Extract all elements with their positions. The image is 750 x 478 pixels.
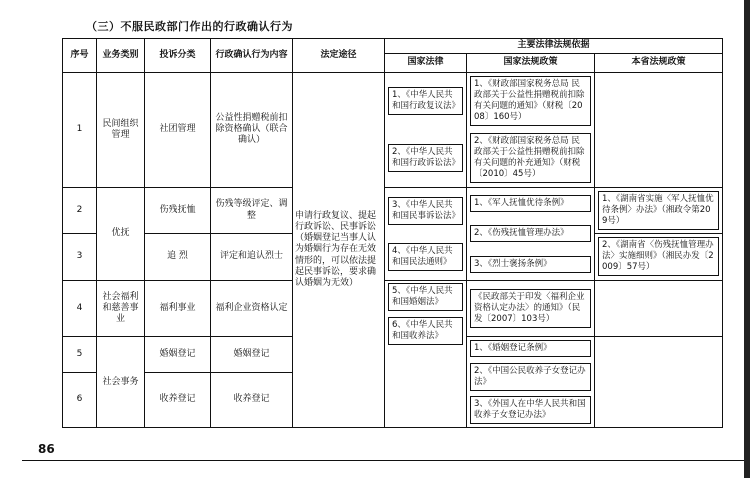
reg-item: 3、《外国人在中华人民共和国收养子女登记办法》 (470, 396, 591, 424)
header-basis: 主要法律法规依据 (385, 39, 723, 54)
reg-item: 3、《烈士褒扬条例》 (470, 256, 591, 273)
seq-cell: 5 (63, 337, 97, 373)
reg-item: 《民政部关于印发〈福利企业资格认定办法〉的通知》（民发〔2007〕103号） (470, 289, 591, 328)
reg-item: 1、《军人抚恤优待条例》 (470, 195, 591, 212)
reg-item: 2、《伤残抚恤管理办法》 (470, 225, 591, 242)
category-cell: 优抚 (97, 187, 145, 280)
complaint-cell: 婚姻登记 (145, 337, 211, 373)
law-item: 1、《中华人民共和国行政复议法》 (388, 87, 463, 115)
law-item: 6、《中华人民共和国收养法》 (388, 317, 463, 345)
header-content: 行政确认行为内容 (211, 39, 293, 73)
scan-edge (744, 0, 750, 478)
complaint-cell: 社团管理 (145, 72, 211, 187)
category-cell: 社会事务 (97, 337, 145, 428)
page-title: （三）不服民政部门作出的行政确认行为 (86, 20, 293, 33)
category-cell: 社会福利和慈善事业 (97, 280, 145, 337)
content-cell: 福利企业资格认定 (211, 280, 293, 337)
provincial-cell (595, 337, 723, 428)
seq-cell: 2 (63, 187, 97, 233)
content-cell: 婚姻登记 (211, 337, 293, 373)
national-law-cell (385, 72, 467, 187)
content-cell: 评定和追认烈士 (211, 234, 293, 280)
table-row (63, 280, 723, 337)
law-item: 3、《中华人民共和国民事诉讼法》 (388, 197, 463, 225)
law-item: 2、《中华人民共和国行政诉讼法》 (388, 144, 463, 172)
header-category: 业务类别 (97, 39, 145, 73)
provincial-item: 2、《湖南省〈伤残抚恤管理办法〉实施细则》（湘民办发〔2009〕57号） (598, 237, 719, 276)
remedy-cell: 申请行政复议、提起行政诉讼、民事诉讼（婚姻登记当事人认为婚姻行为存在无效情形的，可以依法提起民事诉讼，要求确认婚姻为无效） (293, 72, 385, 427)
national-reg-cell (467, 187, 595, 280)
law-item: 4、《中华人民共和国民法通则》 (388, 243, 463, 271)
national-reg-cell (467, 72, 595, 187)
administrative-confirmation-table (62, 38, 723, 428)
reg-item: 2、《财政部国家税务总局 民政部关于公益性捐赠税前扣除有关问题的补充通知》（财税〔2010〕45号） (470, 133, 591, 183)
reg-item: 1、《财政部国家税务总局 民政部关于公益性捐赠税前扣除有关问题的通知》（财税〔2008〕160号） (470, 76, 591, 126)
seq-cell: 3 (63, 234, 97, 280)
header-complaint: 投诉分类 (145, 39, 211, 73)
national-law-cell (385, 187, 467, 280)
content-cell: 伤残等级评定、调整 (211, 187, 293, 233)
bottom-rule (22, 460, 750, 461)
provincial-cell (595, 187, 723, 233)
page-number: 86 (38, 442, 55, 456)
header-remedy: 法定途径 (293, 39, 385, 73)
seq-cell: 6 (63, 373, 97, 428)
header-national-law: 国家法律 (385, 53, 467, 72)
seq-cell: 1 (63, 72, 97, 187)
content-cell: 公益性捐赠税前扣除资格确认（联合确认） (211, 72, 293, 187)
header-national-reg: 国家法规政策 (467, 53, 595, 72)
reg-item: 1、《婚姻登记条例》 (470, 340, 591, 357)
content-cell: 收养登记 (211, 373, 293, 428)
complaint-cell: 伤残抚恤 (145, 187, 211, 233)
table-row (63, 72, 723, 187)
reg-item: 2、《中国公民收养子女登记办法》 (470, 363, 591, 391)
complaint-cell: 收养登记 (145, 373, 211, 428)
header-seq: 序号 (63, 39, 97, 73)
law-item: 5、《中华人民共和国婚姻法》 (388, 283, 463, 311)
national-law-cell (385, 280, 467, 427)
provincial-cell (595, 234, 723, 280)
complaint-cell: 追 烈 (145, 234, 211, 280)
category-cell: 民间组织管理 (97, 72, 145, 187)
complaint-cell: 福利事业 (145, 280, 211, 337)
provincial-cell (595, 280, 723, 337)
seq-cell: 4 (63, 280, 97, 337)
table-row (63, 187, 723, 233)
national-reg-cell (467, 280, 595, 337)
provincial-item: 1、《湖南省实施〈军人抚恤优待条例〉办法》（湘政令第209号） (598, 191, 719, 230)
national-reg-cell (467, 337, 595, 428)
header-provincial: 本省法规政策 (595, 53, 723, 72)
provincial-cell (595, 72, 723, 187)
